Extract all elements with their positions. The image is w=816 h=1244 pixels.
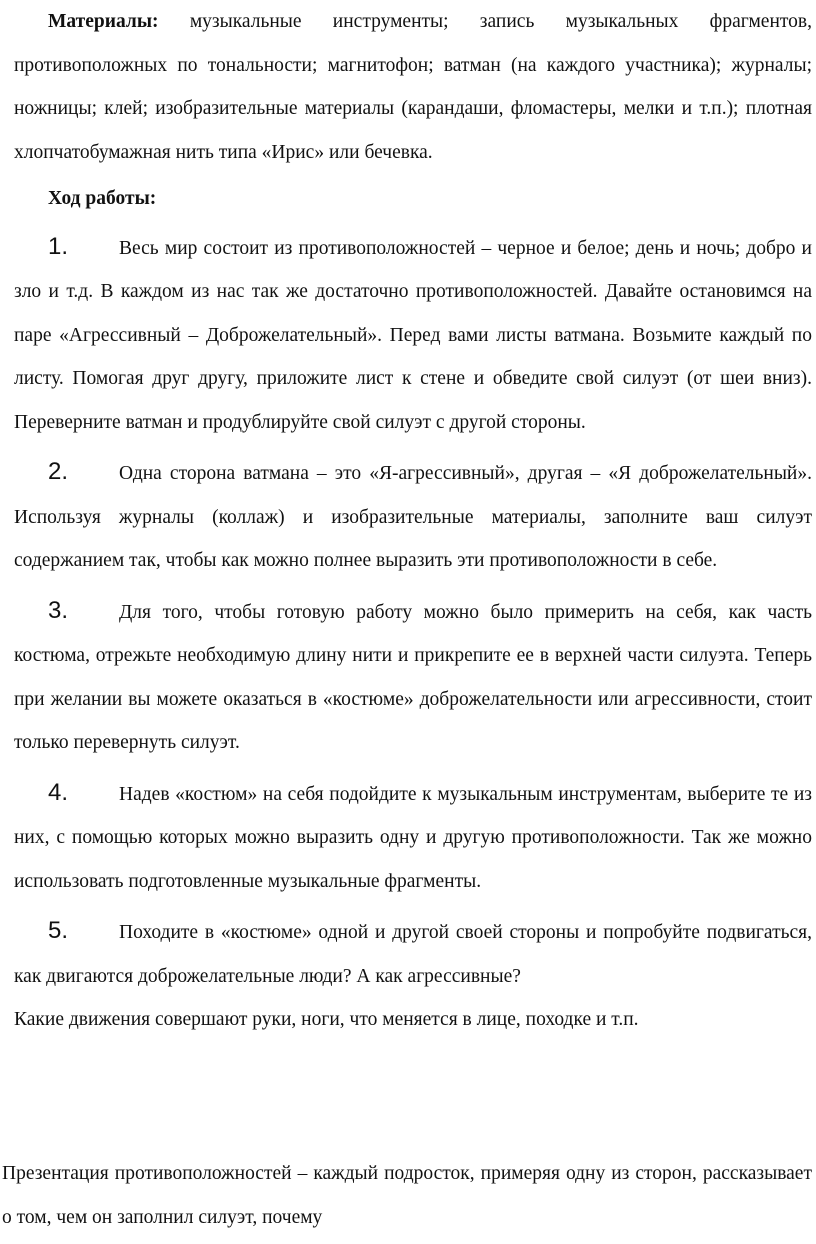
step-2 [14,450,812,583]
step-4 [14,771,812,904]
materials-text: музыкальные инструменты; запись музыкальных фрагментов, противоположных по тональности; магнитофон; ватман (на каждого участника); журналы; ножницы; клей; изобразительные материалы (карандаши, фломастеры, мелки и т.п.); плотная хлопчатобумажная нить типа «Ирис» или бечевка. [14,11,812,163]
document-page [14,0,812,1042]
step-text: Для того, чтобы готовую работу можно было примерить на себя, как часть костюма, отрежьте необходимую длину нити и прикрепите ее в верхней части силуэта. Теперь при желании вы можете оказаться в «костюме» доброжелательности или агрессивности, стоит только перевернуть силуэт. [14,601,812,753]
step-1-paragraph [14,225,812,445]
step-4-paragraph [14,771,812,904]
step-text: Одна сторона ватмана – это «Я-агрессивный», другая – «Я доброжелательный». Используя журналы (коллаж) и изобразительные материалы, заполните ваш силуэт содержанием так, чтобы как можно полнее выразить эти противоположности в себе. [14,463,812,571]
step-5-extra: Какие движения совершают руки, ноги, что меняется в лице, походке и т.п. [14,1009,639,1030]
step-number: 4. [48,778,69,806]
step-2-paragraph [14,450,812,583]
step-text: Походите в «костюме» одной и другой своей стороны и попробуйте подвигаться, как двигаются доброжелательные люди? А как агрессивные? [14,922,812,987]
procedure-heading: Ход работы: [48,188,157,209]
step-5-paragraph [14,909,812,998]
step-number: 5. [48,917,69,944]
presentation-paragraph: Презентация противоположностей – каждый подросток, примеряя одну из сторон, рассказывает о том, чем он заполнил силуэт, почему [2,1163,812,1228]
step-number: 1. [48,232,69,260]
step-number: 3. [48,596,69,624]
step-number: 2. [48,458,69,485]
step-1 [14,225,812,445]
materials-paragraph [14,0,812,174]
step-text: Надев «костюм» на себя подойдите к музыкальным инструментам, выберите те из них, с помощью которых можно выразить одну и другую противоположности. Так же можно использовать подготовленные музыкальные фрагменты. [14,783,812,892]
step-5 [14,909,812,1042]
step-3 [14,589,812,765]
step-3-paragraph [14,589,812,765]
presentation-block [2,1152,812,1239]
materials-label: Материалы: [48,11,159,32]
step-text: Весь мир состоит из противоположностей – черное и белое; день и ночь; добро и зло и т.д. В каждом из нас так же достаточно противоположностей. Давайте остановимся на паре «Агрессивный – Доброжелательный». Перед вами листы ватмана. Возьмите каждый по листу. Помогая друг другу, приложите лист к стене и обведите свой силуэт (от шеи вниз). Переверните ватман и продублируйте свой силуэт с другой стороны. [14,237,812,433]
